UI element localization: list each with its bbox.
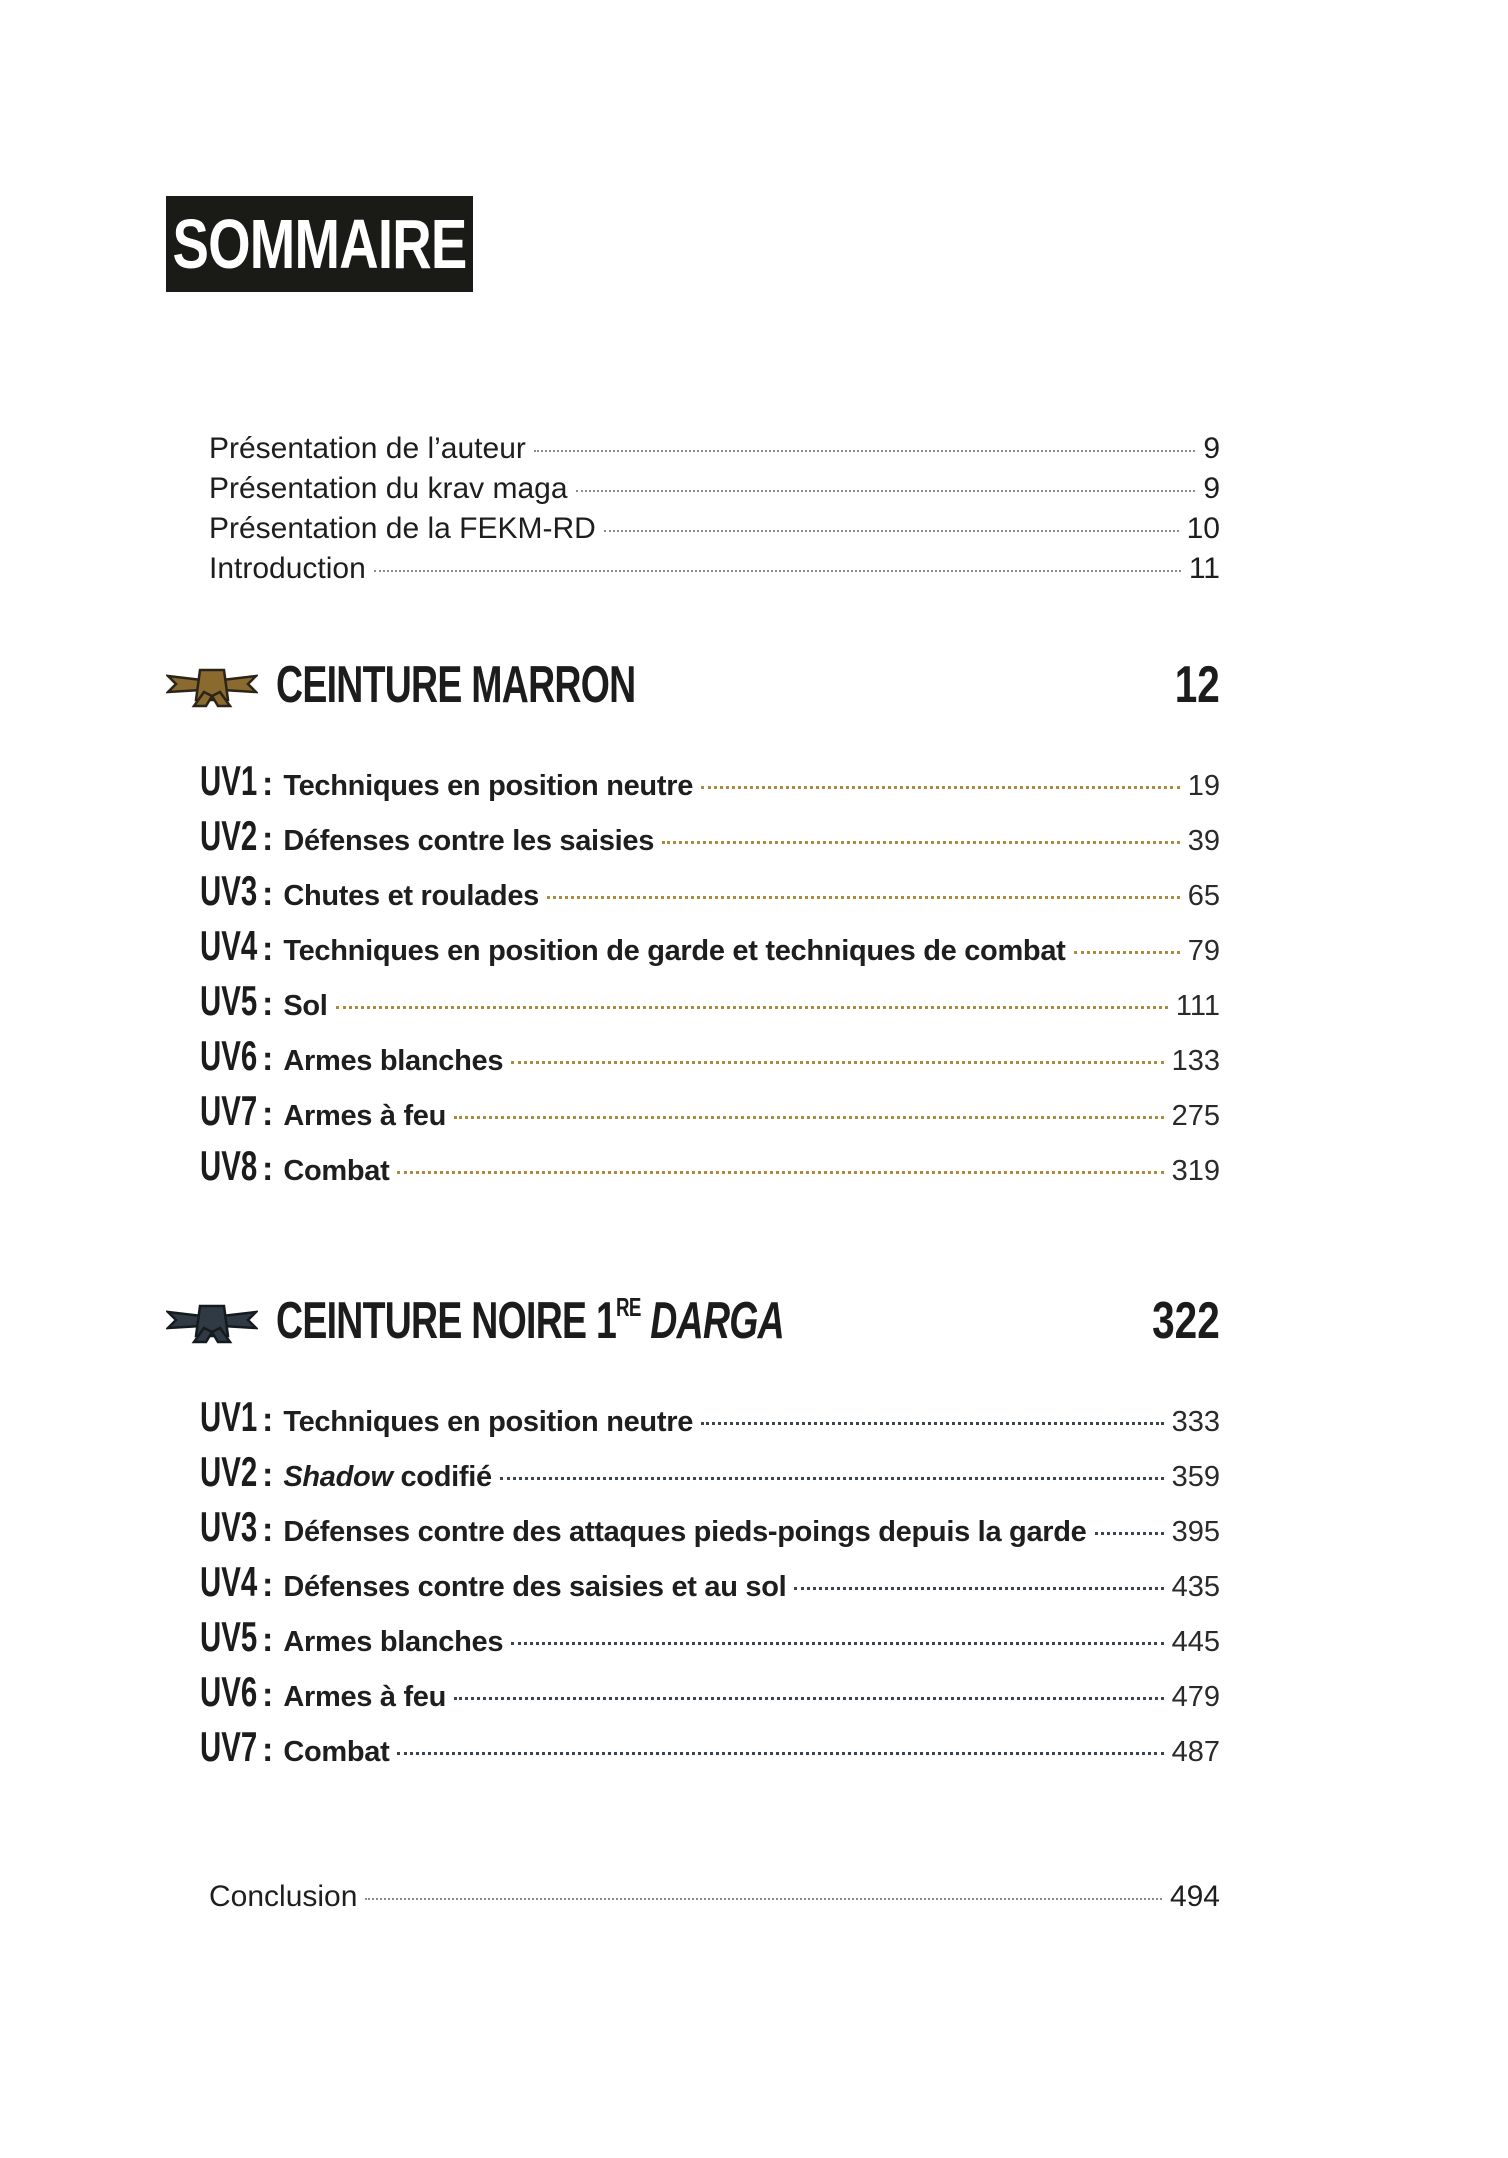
dot-leader — [794, 1587, 1163, 1590]
uv-entry[interactable] — [200, 1393, 1220, 1448]
toc-entry-label: Présentation de la FEKM-RD — [209, 512, 596, 545]
toc-entry-page: 9 — [1203, 432, 1220, 465]
uv-page: 65 — [1187, 880, 1220, 912]
uv-label: Sol — [283, 990, 328, 1022]
uv-colon: : — [262, 1621, 274, 1659]
uv-colon: : — [262, 1040, 274, 1078]
uv-entry[interactable] — [200, 1723, 1220, 1778]
uv-entry[interactable] — [200, 1142, 1220, 1197]
uv-page: 319 — [1171, 1155, 1220, 1187]
uv-page: 333 — [1171, 1406, 1220, 1438]
uv-label: Armes à feu — [283, 1681, 447, 1713]
uv-label: Défenses contre des attaques pieds-poings depuis la garde — [283, 1516, 1087, 1548]
section-title-superscript: RE — [616, 1292, 641, 1322]
uv-label: Techniques en position neutre — [283, 770, 694, 802]
uv-page: 275 — [1171, 1100, 1220, 1132]
toc-entry-label: Conclusion — [209, 1880, 358, 1913]
toc-entry-label: Présentation de l’auteur — [209, 432, 526, 465]
uv-page: 395 — [1171, 1516, 1220, 1548]
uv-entry[interactable] — [200, 1668, 1220, 1723]
section-title: CEINTURE MARRON — [276, 656, 636, 714]
uv-code: UV2 — [200, 1448, 258, 1495]
uv-label: Techniques en position neutre — [283, 1406, 694, 1438]
uv-code: UV6 — [200, 1668, 258, 1715]
uv-code: UV3 — [200, 867, 258, 914]
dot-leader — [374, 570, 1181, 572]
uv-colon: : — [262, 1095, 274, 1133]
uv-colon: : — [262, 1456, 274, 1494]
uv-page: 39 — [1187, 825, 1220, 857]
toc-entry-page: 494 — [1169, 1880, 1220, 1913]
dot-leader — [397, 1171, 1163, 1174]
uv-entry[interactable] — [200, 977, 1220, 1032]
uv-colon: : — [262, 1566, 274, 1604]
uv-colon: : — [262, 1150, 274, 1188]
uv-page: 79 — [1187, 935, 1220, 967]
section-page: 322 — [1152, 1292, 1220, 1350]
section-title — [276, 1291, 784, 1351]
dot-leader — [365, 1898, 1162, 1900]
uv-label: Défenses contre les saisies — [283, 825, 655, 857]
uv-list-noire — [200, 1393, 1220, 1778]
uv-code: UV6 — [200, 1032, 258, 1079]
toc-entry[interactable] — [209, 432, 1220, 472]
dot-leader — [576, 490, 1196, 492]
uv-page: 479 — [1171, 1681, 1220, 1713]
dot-leader — [1095, 1532, 1164, 1535]
dot-leader — [454, 1697, 1164, 1700]
uv-colon: : — [262, 765, 274, 803]
uv-colon: : — [262, 820, 274, 858]
toc-entry[interactable] — [209, 552, 1220, 592]
uv-code: UV5 — [200, 977, 258, 1024]
uv-label: Armes à feu — [283, 1100, 447, 1132]
uv-label: Armes blanches — [283, 1045, 504, 1077]
section-title-main: CEINTURE NOIRE 1 — [276, 1292, 617, 1350]
uv-entry[interactable] — [200, 1087, 1220, 1142]
uv-entry[interactable] — [200, 757, 1220, 812]
uv-page: 133 — [1171, 1045, 1220, 1077]
uv-page: 445 — [1171, 1626, 1220, 1658]
dot-leader — [662, 841, 1180, 844]
dot-leader — [454, 1116, 1164, 1119]
uv-entry[interactable] — [200, 922, 1220, 977]
uv-code: UV1 — [200, 757, 258, 804]
uv-label: Défenses contre des saisies et au sol — [283, 1571, 787, 1603]
dot-leader — [701, 1422, 1164, 1425]
uv-colon: : — [262, 1676, 274, 1714]
uv-entry[interactable] — [200, 867, 1220, 922]
uv-code: UV3 — [200, 1503, 258, 1550]
toc-entry-label: Présentation du krav maga — [209, 472, 568, 505]
uv-entry[interactable] — [200, 1448, 1220, 1503]
dot-leader — [604, 530, 1179, 532]
uv-code: UV4 — [200, 1558, 258, 1605]
uv-code: UV8 — [200, 1142, 258, 1189]
toc-entry-page: 9 — [1203, 472, 1220, 505]
dot-leader — [534, 450, 1195, 452]
uv-colon: : — [262, 1731, 274, 1769]
toc-entry[interactable] — [209, 472, 1220, 512]
uv-page: 111 — [1175, 990, 1220, 1022]
uv-label: Armes blanches — [283, 1626, 504, 1658]
uv-entry[interactable] — [200, 1503, 1220, 1558]
dot-leader — [336, 1006, 1168, 1009]
uv-page: 487 — [1171, 1736, 1220, 1768]
uv-page: 435 — [1171, 1571, 1220, 1603]
uv-entry[interactable] — [200, 1613, 1220, 1668]
black-belt-icon — [166, 1298, 258, 1344]
uv-code: UV5 — [200, 1613, 258, 1660]
uv-label: Chutes et roulades — [283, 880, 539, 912]
toc-entry-page: 11 — [1188, 552, 1220, 585]
dot-leader — [701, 786, 1180, 789]
uv-code: UV4 — [200, 922, 258, 969]
uv-page: 359 — [1171, 1461, 1220, 1493]
uv-code: UV2 — [200, 812, 258, 859]
toc-entry[interactable] — [209, 512, 1220, 552]
uv-code: UV7 — [200, 1087, 258, 1134]
uv-colon: : — [262, 1511, 274, 1549]
dot-leader — [397, 1752, 1163, 1755]
dot-leader — [511, 1642, 1163, 1645]
uv-entry[interactable] — [200, 812, 1220, 867]
uv-label: Combat — [283, 1736, 390, 1768]
uv-code: UV1 — [200, 1393, 258, 1440]
section-title-italic: DARGA — [650, 1292, 784, 1350]
uv-list-marron — [200, 757, 1220, 1197]
uv-label: Techniques en position de garde et techniques de combat — [283, 935, 1066, 967]
uv-entry[interactable] — [200, 1558, 1220, 1613]
dot-leader — [1074, 951, 1180, 954]
conclusion-toc — [209, 1880, 1220, 1920]
uv-code: UV7 — [200, 1723, 258, 1770]
dot-leader — [511, 1061, 1163, 1064]
dot-leader — [547, 896, 1180, 899]
uv-colon: : — [262, 985, 274, 1023]
intro-toc — [209, 432, 1220, 592]
brown-belt-icon — [166, 662, 258, 708]
uv-label: Combat — [283, 1155, 390, 1187]
uv-page: 19 — [1187, 770, 1220, 802]
uv-colon: : — [262, 930, 274, 968]
toc-entry-page: 10 — [1186, 512, 1220, 545]
dot-leader — [500, 1477, 1164, 1480]
uv-colon: : — [262, 875, 274, 913]
uv-label-italic: Shadow — [283, 1461, 393, 1493]
section-heading-marron[interactable] — [166, 650, 1220, 720]
section-page: 12 — [1174, 656, 1220, 714]
page-title: SOMMAIRE — [166, 196, 473, 292]
uv-label-rest: codifié — [400, 1461, 492, 1493]
toc-entry-label: Introduction — [209, 552, 366, 585]
toc-entry[interactable] — [209, 1880, 1220, 1920]
section-heading-noire[interactable] — [166, 1286, 1220, 1356]
uv-colon: : — [262, 1401, 274, 1439]
uv-label — [283, 1461, 492, 1494]
uv-entry[interactable] — [200, 1032, 1220, 1087]
